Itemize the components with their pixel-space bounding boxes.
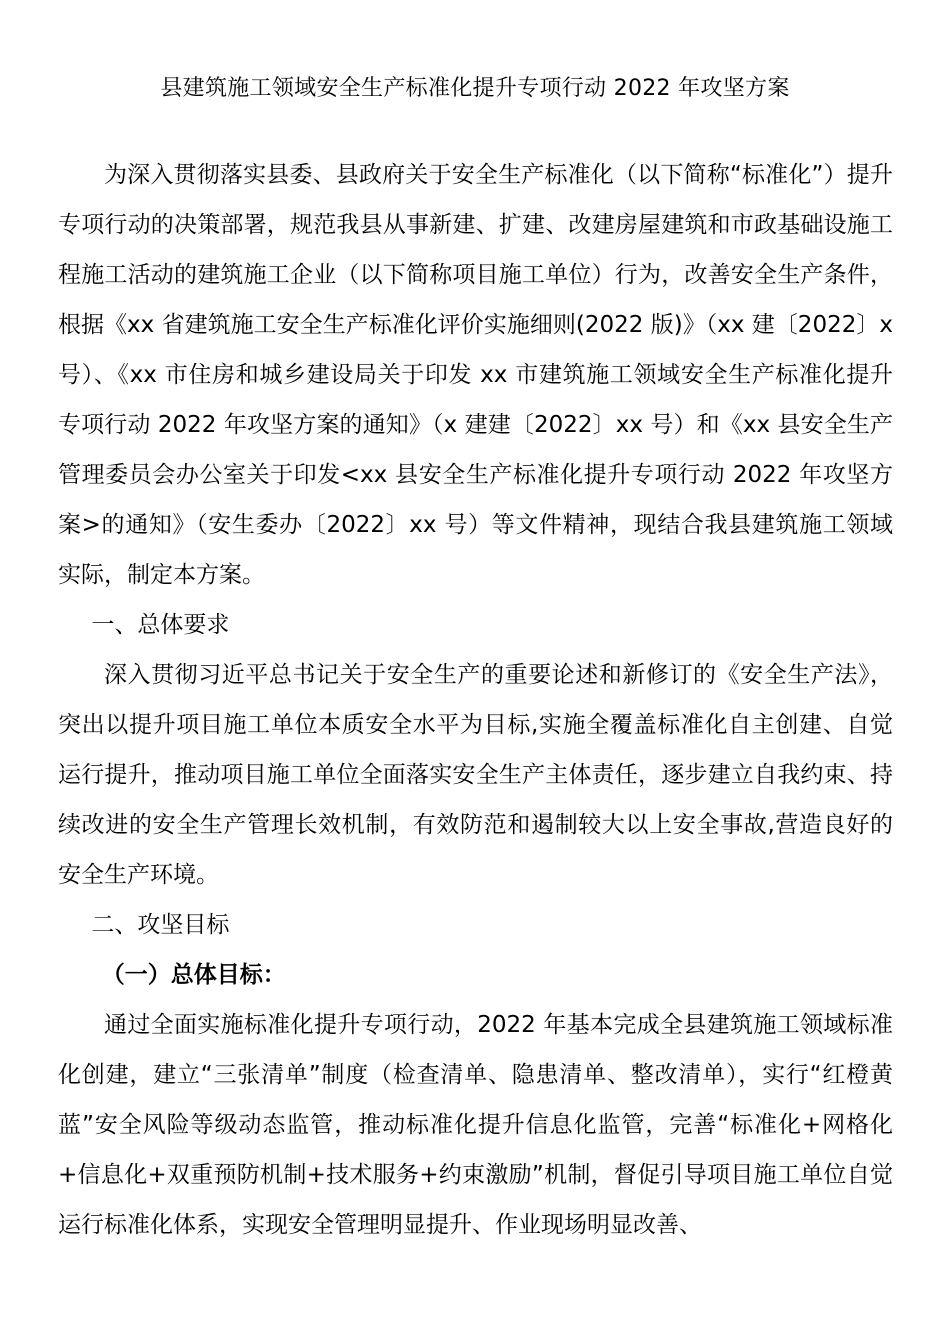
overall-target-paragraph: 通过全面实施标准化提升专项行动，2022 年基本完成全县建筑施工领域标准化创建，建立“三张清单”制度（检查清单、隐患清单、整改清单），实行“红橙黄蓝”安全风险等级动态监管，推动标准化提升信息化监管，完善“标准化+网格化+信息化+双重预防机制+技术服务+约束激励”机制，督促引导项目施工单位自觉运行标准化体系，实现安全管理明显提升、作业现场明显改善、 bbox=[58, 1012, 893, 1238]
document-body bbox=[58, 150, 893, 1250]
document-title: 县建筑施工领域安全生产标准化提升专项行动 2022 年攻坚方案 bbox=[160, 76, 790, 101]
section-heading-overall-requirements: 一、总体要求 bbox=[91, 612, 230, 638]
overall-requirements-paragraph: 深入贯彻习近平总书记关于安全生产的重要论述和新修订的《安全生产法》，突出以提升项目施工单位本质安全水平为目标,实施全覆盖标准化自主创建、自觉运行提升，推动项目施工单位全面落实安全生产主体责任，逐步建立自我约束、持续改进的安全生产管理长效机制，有效防范和遏制较大以上安全事故,营造良好的安全生产环境。 bbox=[58, 662, 893, 888]
intro-paragraph: 为深入贯彻落实县委、县政府关于安全生产标准化（以下简称“标准化”）提升专项行动的决策部署，规范我县从事新建、扩建、改建房屋建筑和市政基础设施工程施工活动的建筑施工企业（以下简称项目施工单位）行为，改善安全生产条件，根据《xx 省建筑施工安全生产标准化评价实施细则(2022 版)》（xx 建〔2022〕x 号）、《xx 市住房和城乡建设局关于印发 xx 市建筑施工领域安全生产标准化提升专项行动 2022 年攻坚方案的通知》（x 建建〔2022〕xx 号）和《xx 县安全生产管理委员会办公室关于印发<xx 县安全生产标准化提升专项行动 2022 年攻坚方案>的通知》（安生委办〔2022〕xx 号）等文件精神，现结合我县建筑施工领域实际，制定本方案。 bbox=[58, 162, 893, 588]
section-heading-targets: 二、攻坚目标 bbox=[91, 912, 230, 938]
subsection-heading-overall-target: （一）总体目标： bbox=[101, 962, 286, 988]
